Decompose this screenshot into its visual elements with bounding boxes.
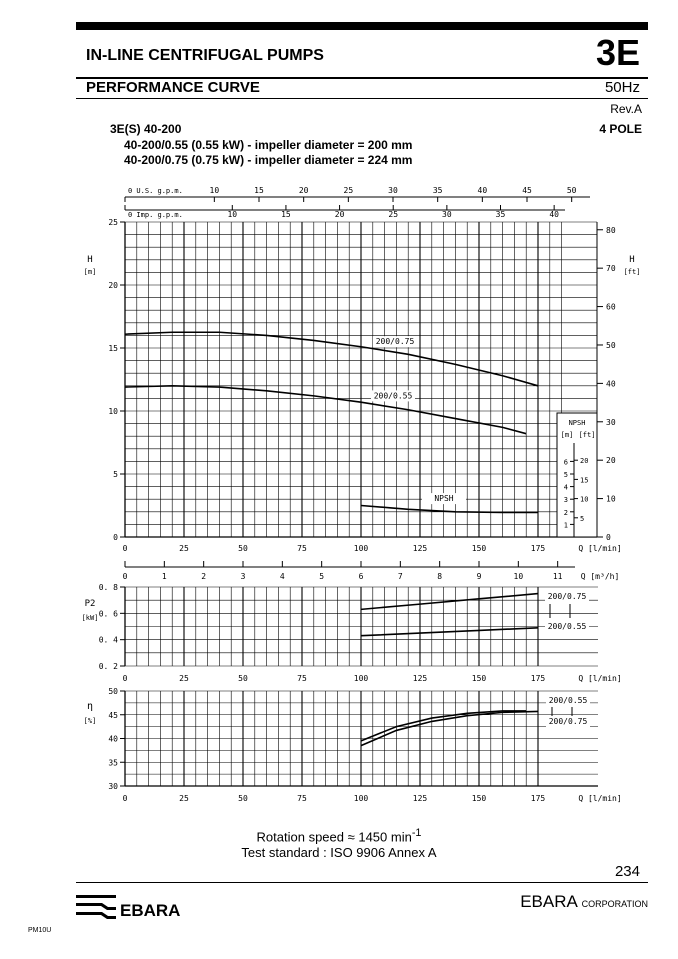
x-tick-label: 175 bbox=[530, 674, 546, 683]
x-tick-label: 175 bbox=[530, 544, 546, 553]
x-tick-label: 50 bbox=[238, 794, 248, 803]
y-tick-label: 20 bbox=[108, 281, 118, 290]
pole-label: 4 POLE bbox=[599, 122, 642, 136]
y-tick-label: 50 bbox=[108, 687, 118, 696]
top-tick-label: 20 bbox=[334, 210, 345, 219]
y-tick-label: 30 bbox=[108, 782, 118, 791]
y-tick-label: 15 bbox=[108, 344, 118, 353]
x-tick-label: 100 bbox=[353, 544, 369, 553]
top-tick-label: 20 bbox=[298, 186, 309, 195]
npsh-tick-label: 6 bbox=[563, 458, 568, 467]
y2-tick-label: 20 bbox=[606, 456, 616, 466]
npsh-tick-label: 2 bbox=[563, 508, 568, 517]
top-tick-label: 25 bbox=[388, 210, 399, 219]
npsh-label: [ft] bbox=[578, 431, 596, 439]
top-axis-label: 0 U.S. g.p.m. bbox=[128, 187, 183, 195]
variant-description: 40-200/0.75 (0.75 kW) - impeller diameter = 224 mm bbox=[124, 153, 413, 167]
top-tick-label: 0 bbox=[122, 572, 128, 581]
series-label: NPSH bbox=[434, 494, 454, 504]
x-tick-label: 25 bbox=[179, 674, 189, 683]
top-axis-label: Q [m³/h] bbox=[580, 572, 620, 581]
frequency-label: 50Hz bbox=[604, 79, 640, 96]
x-tick-label: 75 bbox=[297, 544, 307, 553]
series-label: 200/0.55 bbox=[373, 391, 413, 401]
top-tick-label: 2 bbox=[201, 572, 207, 581]
top-tick-label: 6 bbox=[358, 572, 364, 581]
y2-tick-label: 40 bbox=[606, 379, 616, 389]
x-tick-label: 25 bbox=[179, 544, 189, 553]
ebara-logo bbox=[76, 893, 196, 923]
top-tick-label: 45 bbox=[522, 186, 532, 195]
npsh-curve bbox=[361, 506, 538, 513]
y2-tick-label: 50 bbox=[606, 340, 616, 350]
npsh-label: NPSH bbox=[568, 419, 586, 427]
y2-axis-label: H bbox=[629, 255, 635, 265]
test-standard: Test standard : ISO 9906 Annex A bbox=[241, 845, 437, 860]
y-tick-label: 0. 6 bbox=[98, 609, 118, 619]
x-tick-label: 100 bbox=[353, 674, 369, 683]
series-code: 3E bbox=[595, 32, 640, 73]
npsh-tick-label: 4 bbox=[563, 483, 568, 492]
npsh-tick-label: 10 bbox=[580, 495, 589, 504]
y2-tick-label: 30 bbox=[606, 417, 616, 427]
corporation-name: EBARA CORPORATION bbox=[520, 892, 648, 911]
top-tick-label: 10 bbox=[209, 186, 220, 195]
top-tick-label: 50 bbox=[566, 186, 577, 195]
svg-text:EBARA: EBARA bbox=[120, 901, 181, 920]
top-tick-label: 9 bbox=[476, 572, 482, 581]
y2-tick-label: 0 bbox=[606, 533, 611, 542]
series-label: 200/0.55 bbox=[548, 696, 588, 705]
model-label: 3E(S) 40-200 bbox=[110, 122, 182, 136]
x-tick-label: 125 bbox=[412, 674, 428, 683]
top-axis-label: 0 Imp. g.p.m. bbox=[128, 211, 183, 219]
y-tick-label: 0 bbox=[113, 533, 118, 542]
y-tick-label: 35 bbox=[108, 758, 118, 768]
top-tick-label: 30 bbox=[442, 210, 452, 219]
x-tick-label: 125 bbox=[412, 544, 428, 553]
page-number: 234 bbox=[614, 863, 640, 880]
variant-description: 40-200/0.55 (0.55 kW) - impeller diameter = 200 mm bbox=[124, 138, 413, 152]
series-label: 200/0.75 bbox=[547, 592, 587, 601]
y-axis-label: [%] bbox=[83, 717, 97, 725]
top-tick-label: 35 bbox=[432, 186, 443, 195]
power-curve-200-075 bbox=[361, 594, 538, 610]
document-code: PM10U bbox=[28, 927, 52, 934]
page-subtitle: PERFORMANCE CURVE bbox=[86, 79, 260, 96]
x-tick-label: 100 bbox=[353, 794, 369, 803]
top-tick-label: 8 bbox=[437, 572, 443, 581]
top-tick-label: 40 bbox=[549, 210, 559, 219]
divider bbox=[76, 882, 648, 883]
y-tick-label: 5 bbox=[113, 470, 118, 479]
top-tick-label: 10 bbox=[513, 572, 524, 581]
x-tick-label: 150 bbox=[471, 544, 487, 553]
top-tick-label: 4 bbox=[279, 572, 285, 581]
top-tick-label: 11 bbox=[552, 572, 563, 581]
npsh-tick-label: 15 bbox=[580, 476, 589, 485]
y-tick-label: 0. 8 bbox=[98, 583, 118, 592]
y-axis-label: η bbox=[86, 701, 94, 712]
y-axis-label: [kW] bbox=[81, 614, 99, 622]
y-tick-label: 40 bbox=[108, 734, 118, 744]
y-tick-label: 10 bbox=[108, 407, 118, 416]
revision-label: Rev.A bbox=[610, 102, 642, 116]
x-tick-label: 50 bbox=[238, 674, 248, 683]
x-axis-label: Q [l/min] bbox=[578, 544, 622, 553]
npsh-tick-label: 20 bbox=[580, 457, 589, 466]
y-axis-label: P2 bbox=[84, 599, 96, 609]
x-tick-label: 50 bbox=[238, 544, 248, 553]
series-label: 200/0.75 bbox=[548, 717, 588, 726]
y-tick-label: 0. 2 bbox=[98, 662, 118, 671]
x-tick-label: 0 bbox=[122, 674, 128, 683]
top-tick-label: 30 bbox=[388, 186, 398, 195]
rotation-speed: Rotation speed ≈ 1450 $\min^{-1}$ bbox=[256, 827, 422, 845]
top-tick-label: 40 bbox=[477, 186, 488, 195]
series-label: 200/0.55 bbox=[547, 622, 587, 631]
top-tick-label: 25 bbox=[343, 186, 354, 195]
y2-tick-label: 60 bbox=[606, 302, 616, 312]
x-tick-label: 0 bbox=[122, 794, 128, 803]
y-tick-label: 0. 4 bbox=[98, 635, 118, 645]
top-tick-label: 3 bbox=[240, 572, 246, 581]
series-label: 200/0.75 bbox=[375, 337, 415, 347]
top-tick-label: 7 bbox=[397, 572, 403, 581]
x-axis-label: Q [l/min] bbox=[578, 674, 622, 683]
x-tick-label: 150 bbox=[471, 674, 487, 683]
x-axis-label: Q [l/min] bbox=[578, 794, 622, 803]
top-tick-label: 1 bbox=[161, 572, 167, 581]
x-tick-label: 175 bbox=[530, 794, 546, 803]
npsh-tick-label: 1 bbox=[563, 521, 568, 530]
power-curve-200-055 bbox=[361, 628, 538, 636]
top-tick-label: 15 bbox=[254, 186, 264, 195]
npsh-tick-label: 3 bbox=[563, 496, 568, 505]
top-tick-label: 35 bbox=[495, 210, 506, 219]
page-title: IN-LINE CENTRIFUGAL PUMPS bbox=[86, 47, 324, 64]
y-axis-label: [m] bbox=[83, 268, 97, 276]
y2-tick-label: 70 bbox=[606, 264, 616, 274]
x-tick-label: 0 bbox=[122, 544, 128, 553]
y-tick-label: 25 bbox=[108, 218, 118, 227]
x-tick-label: 150 bbox=[471, 794, 487, 803]
npsh-tick-label: 5 bbox=[563, 471, 568, 479]
npsh-tick-label: 5 bbox=[580, 514, 585, 523]
x-tick-label: 75 bbox=[297, 794, 307, 803]
x-tick-label: 25 bbox=[179, 794, 189, 803]
x-tick-label: 75 bbox=[297, 674, 307, 683]
npsh-label: [m] bbox=[560, 431, 574, 439]
efficiency-curve-200-075 bbox=[361, 711, 538, 745]
top-tick-label: 5 bbox=[319, 572, 325, 581]
top-tick-label: 10 bbox=[227, 210, 238, 219]
y-axis-label: H bbox=[87, 255, 93, 265]
y2-tick-label: 10 bbox=[606, 494, 616, 504]
top-tick-label: 15 bbox=[281, 210, 291, 219]
y-tick-label: 45 bbox=[108, 710, 118, 720]
y2-tick-label: 80 bbox=[606, 225, 616, 235]
y2-axis-label: [ft] bbox=[623, 268, 641, 276]
x-tick-label: 125 bbox=[412, 794, 428, 803]
head-curve-200-075 bbox=[125, 332, 538, 386]
